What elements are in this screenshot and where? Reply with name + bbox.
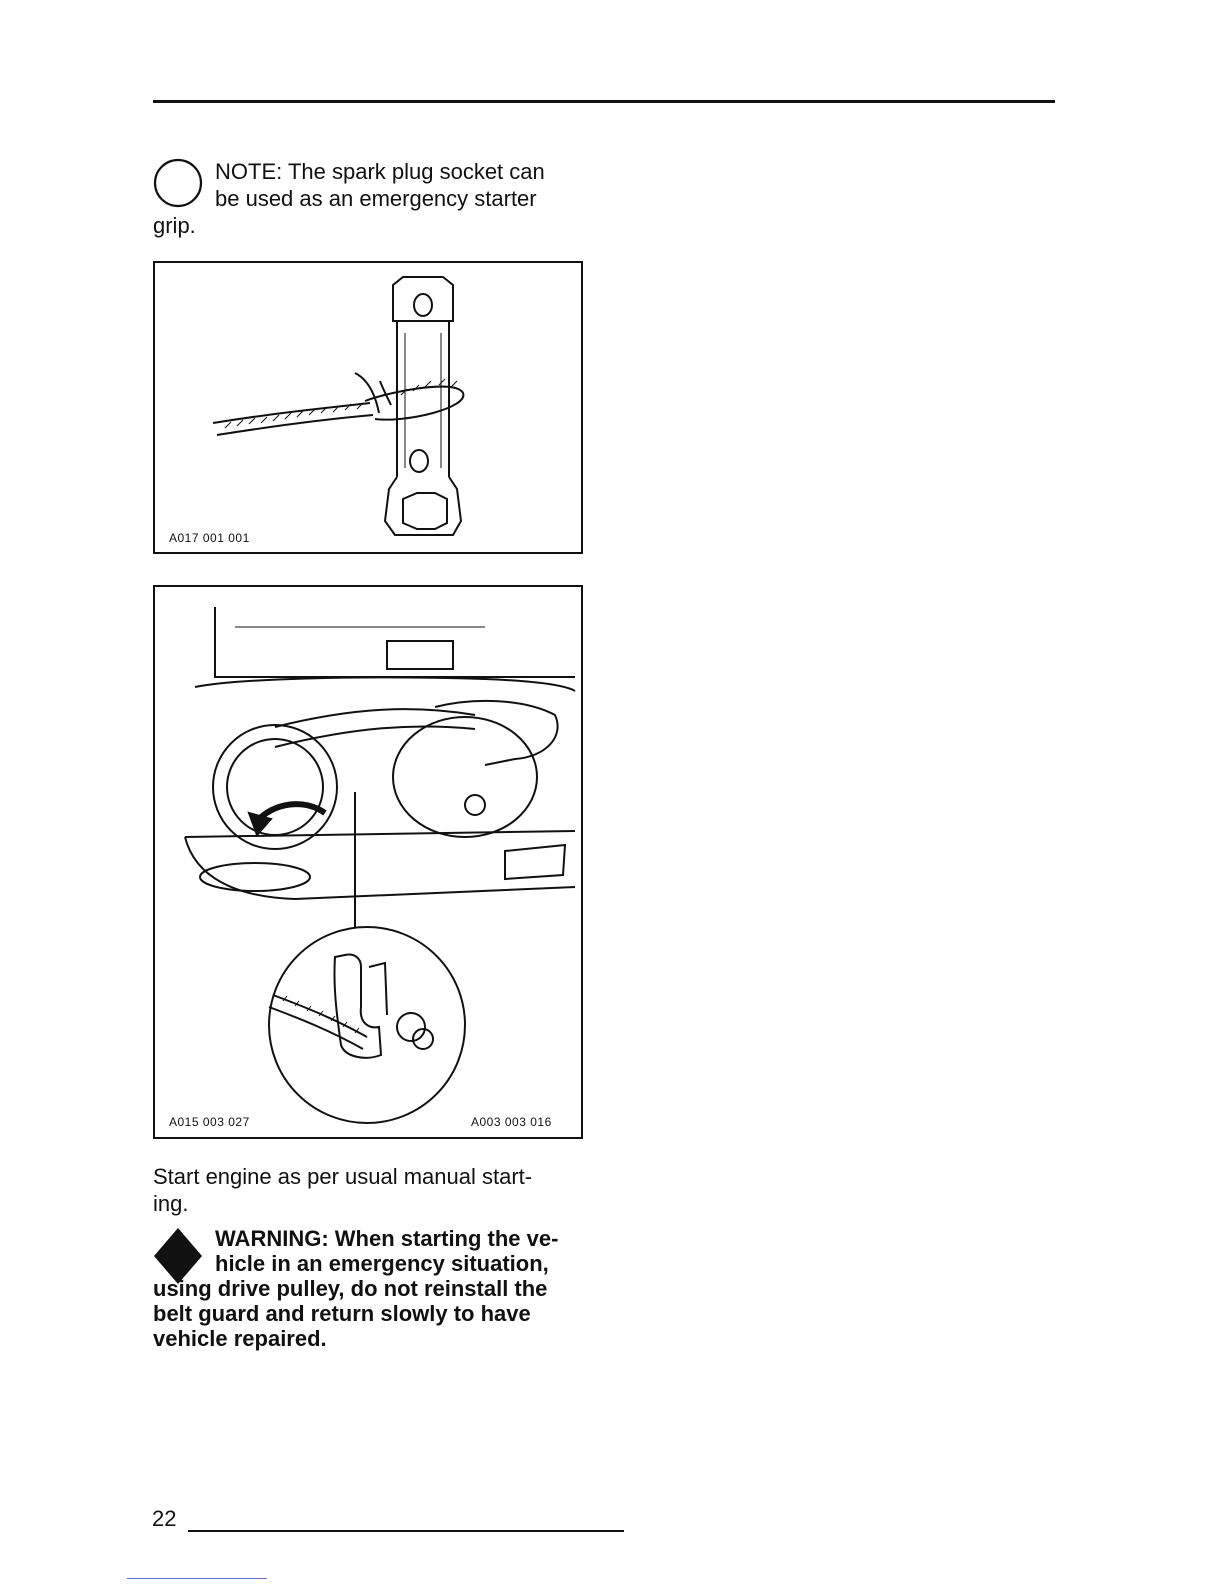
page-number: 22	[152, 1506, 177, 1531]
warning-line-1: WARNING: When starting the ve-	[215, 1226, 559, 1251]
note-line-1	[215, 158, 545, 185]
edge-underline	[127, 1578, 267, 1579]
warning-line-3: using drive pulley, do not reinstall the	[153, 1276, 548, 1301]
warning-line-2: hicle in an emergency situation,	[215, 1251, 549, 1276]
note-label: NOTE:	[215, 159, 283, 184]
note-line-1-text: The spark plug socket can	[287, 159, 545, 184]
warning-line-5: vehicle repaired.	[153, 1326, 327, 1351]
instruction-line-2: ing.	[153, 1191, 189, 1216]
figure-drive-pulley	[153, 585, 583, 1139]
bottom-rule	[188, 1530, 624, 1532]
figure-spark-plug-socket	[153, 261, 583, 554]
note-line-2: be used as an emergency starter	[215, 186, 537, 211]
drive-pulley-illustration	[155, 587, 581, 1137]
warning-line-4: belt guard and return slowly to have	[153, 1301, 531, 1326]
instruction-line-1: Start engine as per usual manual start-	[153, 1164, 533, 1189]
instruction-text	[153, 1163, 583, 1217]
top-rule	[153, 100, 1055, 103]
figure-2-code-right: A003 003 016	[471, 1115, 552, 1129]
figure-1-code: A017 001 001	[169, 531, 250, 545]
figure-2-code-left: A015 003 027	[169, 1115, 250, 1129]
spark-plug-socket-illustration	[155, 263, 581, 552]
note-circle-icon	[153, 158, 203, 208]
note-line-3: grip.	[153, 213, 196, 238]
